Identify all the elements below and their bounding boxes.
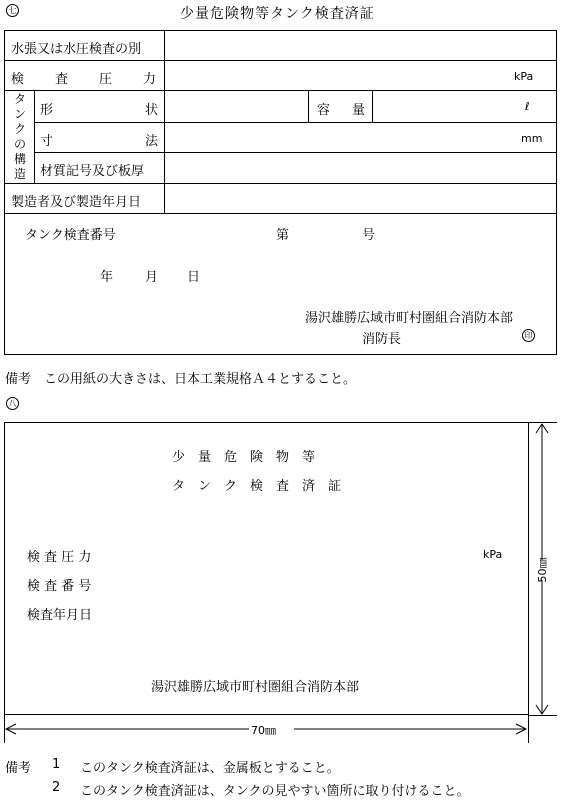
remark-1-number: 1 xyxy=(52,757,61,772)
plate-pressure-unit: kPa xyxy=(483,548,503,561)
form-number-mark: 七 xyxy=(6,4,19,17)
remarks-heading: 備考 xyxy=(5,761,32,776)
shape-label: 形 状 xyxy=(40,103,158,118)
tank-structure-label: タ ン ク の 構 造 xyxy=(13,92,26,181)
remark-paper-size: 備考 この用紙の大きさは、日本工業規格Ａ４とすること。 xyxy=(5,372,357,387)
form-title: 少量危険物等タンク検査済証 xyxy=(180,6,375,22)
seal-mark: 印 xyxy=(522,329,535,342)
capacity-label: 容 量 xyxy=(317,103,365,118)
day-label: 日 xyxy=(187,270,201,285)
year-label: 年 xyxy=(100,270,114,285)
inspection-type-label: 水張又は水圧検査の別 xyxy=(11,42,142,57)
plate-date-label: 検査年月日 xyxy=(27,608,93,623)
dimensions-unit: mm xyxy=(521,132,543,145)
height-dimension-label: 50㎜ xyxy=(536,557,549,583)
pressure-unit: kPa xyxy=(514,70,534,83)
form-number-mark-2: 八 xyxy=(6,397,19,410)
dimensions-label: 寸 法 xyxy=(40,134,158,149)
remark-2-number: 2 xyxy=(52,780,61,795)
plate-title-line1: 少 量 危 険 物 等 xyxy=(172,450,316,465)
remark-2-text: このタンク検査済証は、タンクの見やすい箇所に取り付けること。 xyxy=(80,784,470,799)
organization-name: 湯沢雄勝広域市町村圏組合消防本部 xyxy=(305,311,514,326)
month-label: 月 xyxy=(145,270,159,285)
material-label: 材質記号及び板厚 xyxy=(40,164,145,179)
remark-1-text: このタンク検査済証は、金属板とすること。 xyxy=(80,761,340,776)
plate-number-label: 検 査 番 号 xyxy=(27,579,92,594)
plate-title-line2: タ ン ク 検 査 済 証 xyxy=(172,479,342,494)
plate-organization: 湯沢雄勝広域市町村圏組合消防本部 xyxy=(151,680,360,695)
pressure-label: 検 査 圧 力 xyxy=(11,72,156,87)
capacity-unit: ℓ xyxy=(525,100,530,113)
manufacturer-label: 製造者及び製造年月日 xyxy=(11,195,142,210)
number-dai: 第 xyxy=(276,228,290,243)
width-dimension-label: 70㎜ xyxy=(251,724,276,737)
fire-chief-title: 消防長 xyxy=(362,332,402,347)
number-go: 号 xyxy=(362,228,376,243)
inspection-number-label: タンク検査番号 xyxy=(25,228,116,243)
plate-pressure-label: 検 査 圧 力 xyxy=(27,550,92,565)
